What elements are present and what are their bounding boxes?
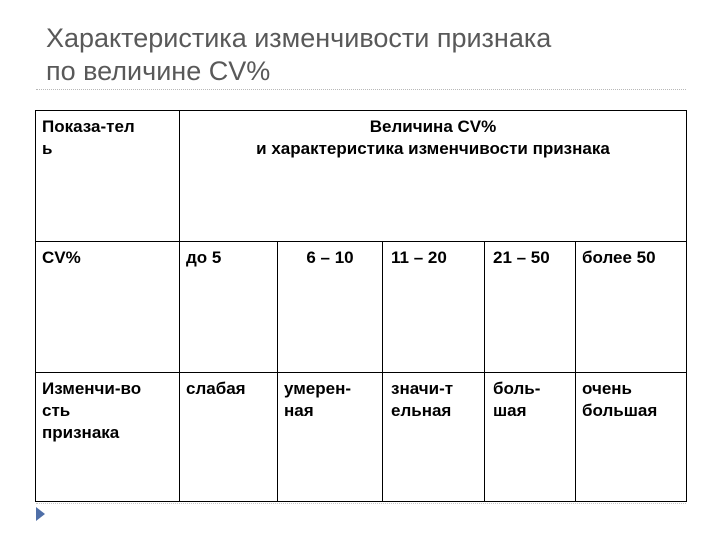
variability-value-line: умерен- <box>284 379 352 398</box>
variability-value-line: слабая <box>186 379 246 398</box>
cv-value-cell: до 5 <box>180 242 278 373</box>
variability-value-line: ная <box>284 401 314 420</box>
variability-label-line: сть <box>42 401 71 420</box>
variability-value-cell <box>485 373 576 502</box>
variability-value-line: боль- <box>493 379 541 398</box>
table-header-row <box>36 111 687 242</box>
title-divider <box>36 89 686 90</box>
variability-value-line: очень <box>582 379 633 398</box>
slide-title <box>46 22 686 88</box>
variability-value-line: шая <box>493 401 527 420</box>
cv-value-cell: более 50 <box>576 242 687 373</box>
cv-table <box>35 110 687 502</box>
cv-value-cell: 6 – 10 <box>278 242 383 373</box>
header-span-line-2: и характеристика изменчивости признака <box>256 139 610 158</box>
title-line-2: по величине CV% <box>46 56 271 86</box>
header-indicator-cell <box>36 111 180 242</box>
cv-value-cell: 21 – 50 <box>485 242 576 373</box>
cv-value-cell: 11 – 20 <box>383 242 485 373</box>
variability-label-line: признака <box>42 423 120 442</box>
variability-label-cell <box>36 373 180 502</box>
variability-value-cell <box>278 373 383 502</box>
triangle-right-icon[interactable] <box>35 506 46 522</box>
table-row-cv <box>36 242 687 373</box>
variability-value-cell <box>576 373 687 502</box>
variability-value-cell <box>180 373 278 502</box>
header-indicator-line-1: Показа-тел <box>42 117 135 136</box>
header-span-line-1: Величина CV% <box>369 117 497 136</box>
variability-value-line: ельная <box>391 401 452 420</box>
header-indicator-line-2: ь <box>42 139 53 158</box>
footer-divider <box>36 503 686 504</box>
cv-label-cell: CV% <box>36 242 180 373</box>
table-row-variability <box>36 373 687 502</box>
variability-value-line: значи-т <box>391 379 454 398</box>
variability-label-line: Изменчи-во <box>42 379 142 398</box>
variability-value-cell <box>383 373 485 502</box>
title-line-1: Характеристика изменчивости признака <box>46 23 552 53</box>
variability-value-line: большая <box>582 401 658 420</box>
header-cv-span-cell <box>180 111 687 242</box>
